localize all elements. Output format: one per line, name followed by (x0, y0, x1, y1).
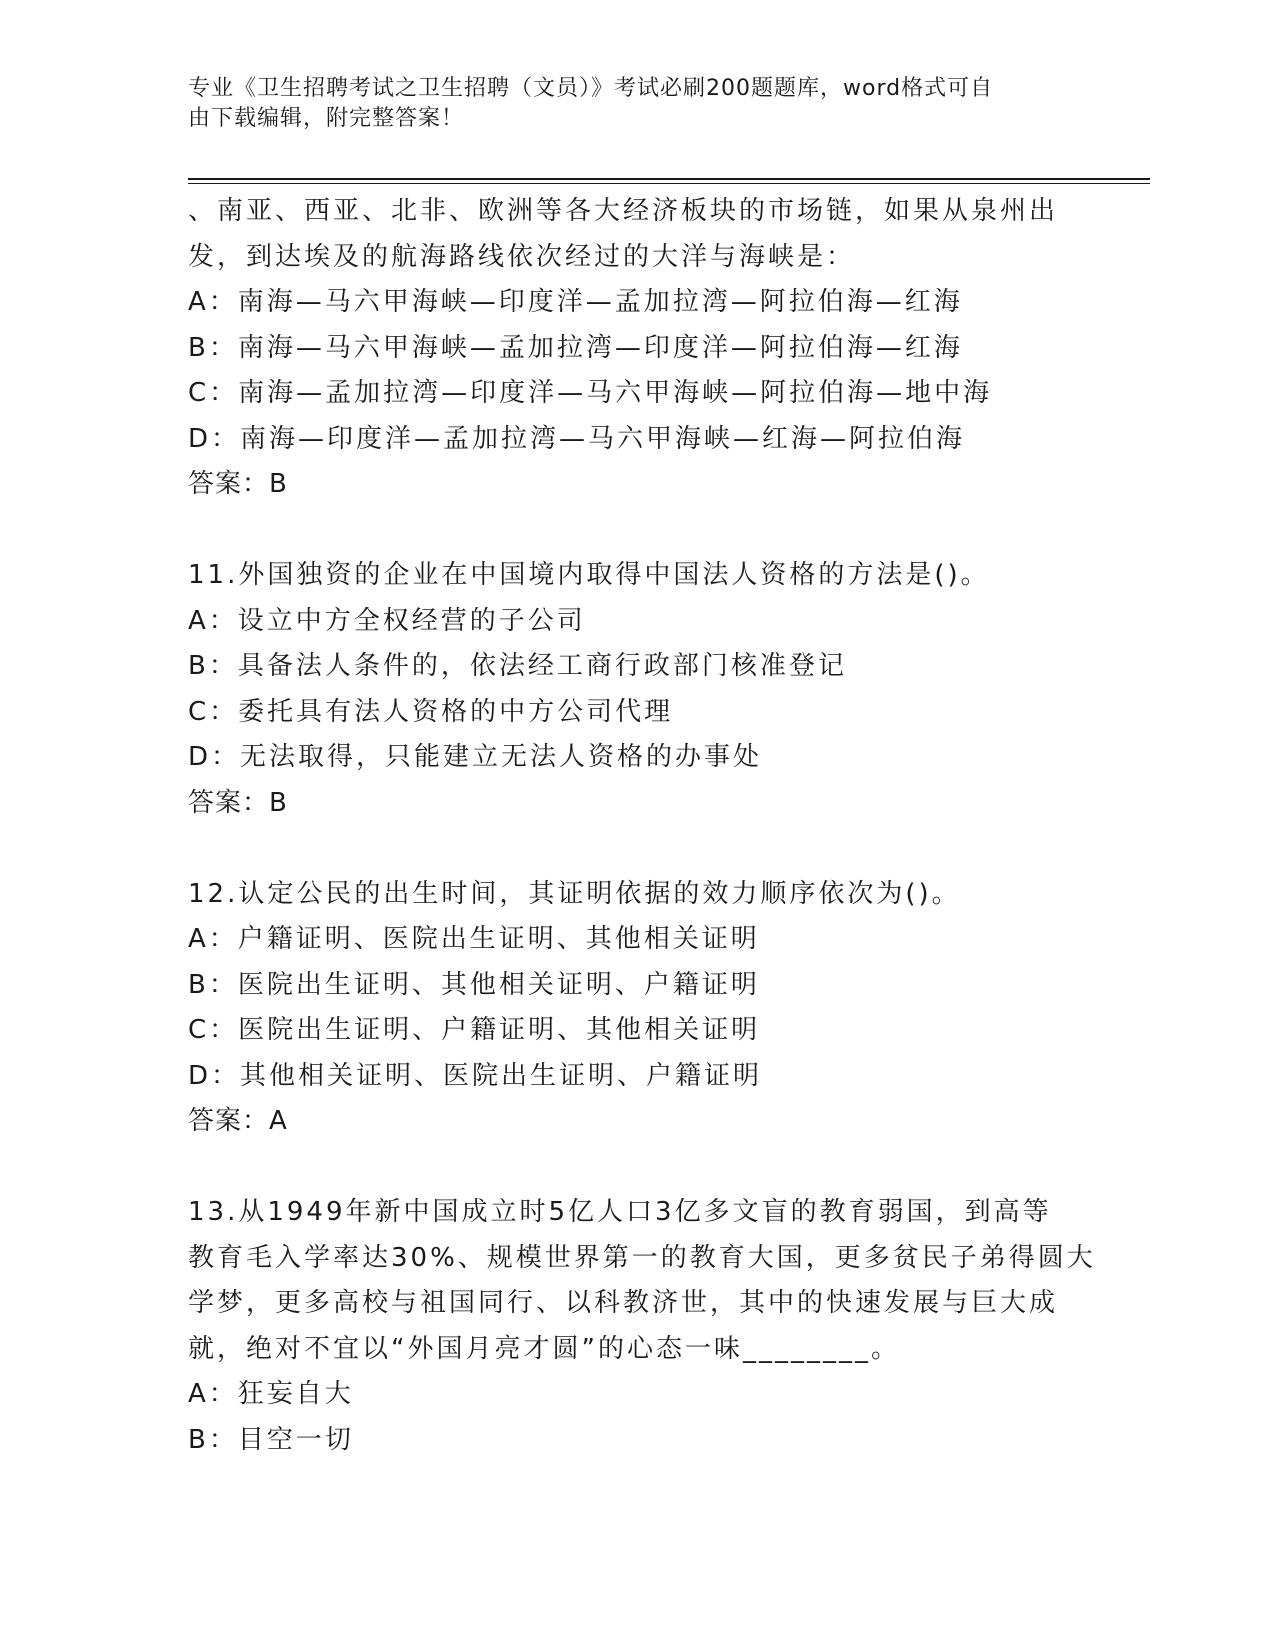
header-divider-thick (188, 178, 1150, 180)
question-13-text-1: 13.从1949年新中国成立时5亿人口3亿多文盲的教育弱国，到高等 (188, 1197, 1052, 1227)
spacer (188, 826, 1088, 872)
question-12-text-1: 12.认定公民的出生时间，其证明依据的效力顺序依次为()。 (188, 878, 961, 909)
question-11 (188, 553, 1088, 826)
question-12-option-c: C：医院出生证明、户籍证明、其他相关证明 (188, 1015, 761, 1045)
question-11-answer: 答案：B (188, 787, 288, 818)
question-11-option-a: A：设立中方全权经营的子公司 (188, 605, 586, 636)
question-10-text-2: 发，到达埃及的航海路线依次经过的大洋与海峡是： (188, 241, 856, 272)
question-11-text-1: 11.外国独资的企业在中国境内取得中国法人资格的方法是()。 (188, 560, 990, 590)
question-12 (188, 872, 1088, 1145)
question-13-option-b: B：目空一切 (188, 1424, 354, 1455)
question-13 (188, 1190, 1096, 1463)
spacer (188, 1145, 1088, 1191)
question-13-text-2: 教育毛入学率达30%、规模世界第一的教育大国，更多贫民子弟得圆大 (188, 1242, 1096, 1273)
header-line-2: 由下载编辑，附完整答案！ (188, 106, 465, 131)
header-line-1: 专业《卫生招聘考试之卫生招聘（文员）》考试必刷200题题库，word格式可自 (188, 76, 994, 101)
question-11-option-c: C：委托具有法人资格的中方公司代理 (188, 696, 674, 727)
question-10-option-c: C：南海—孟加拉湾—印度洋—马六甲海峡—阿拉伯海—地中海 (188, 378, 993, 408)
question-10 (188, 189, 1088, 508)
question-12-option-a: A：户籍证明、医院出生证明、其他相关证明 (188, 924, 760, 954)
question-10-option-d: D：南海—印度洋—孟加拉湾—马六甲海峡—红海—阿拉伯海 (188, 423, 966, 454)
question-12-option-b: B：医院出生证明、其他相关证明、户籍证明 (188, 969, 760, 1000)
question-11-option-d: D：无法取得，只能建立无法人资格的办事处 (188, 742, 763, 772)
document-header (188, 74, 1068, 134)
question-10-option-b: B：南海—马六甲海峡—孟加拉湾—印度洋—阿拉伯海—红海 (188, 332, 963, 363)
question-13-text-4: 就，绝对不宜以“外国月亮才圆”的心态一味________。 (188, 1333, 900, 1364)
question-11-option-b: B：具备法人条件的，依法经工商行政部门核准登记 (188, 651, 847, 681)
question-13-text-3: 学梦，更多高校与祖国同行、以科教济世，其中的快速发展与巨大成 (188, 1288, 1059, 1318)
question-12-option-d: D：其他相关证明、医院出生证明、户籍证明 (188, 1060, 763, 1091)
question-list (188, 189, 1096, 1463)
question-10-text-1: 、南亚、西亚、北非、欧洲等各大经济板块的市场链，如果从泉州出 (188, 196, 1059, 226)
question-10-answer: 答案：B (188, 469, 288, 499)
question-13-option-a: A：狂妄自大 (188, 1379, 354, 1409)
spacer (188, 508, 1088, 554)
header-divider-thin (188, 183, 1150, 184)
question-12-answer: 答案：A (188, 1106, 288, 1136)
question-10-option-a: A：南海—马六甲海峡—印度洋—孟加拉湾—阿拉伯海—红海 (188, 287, 963, 317)
